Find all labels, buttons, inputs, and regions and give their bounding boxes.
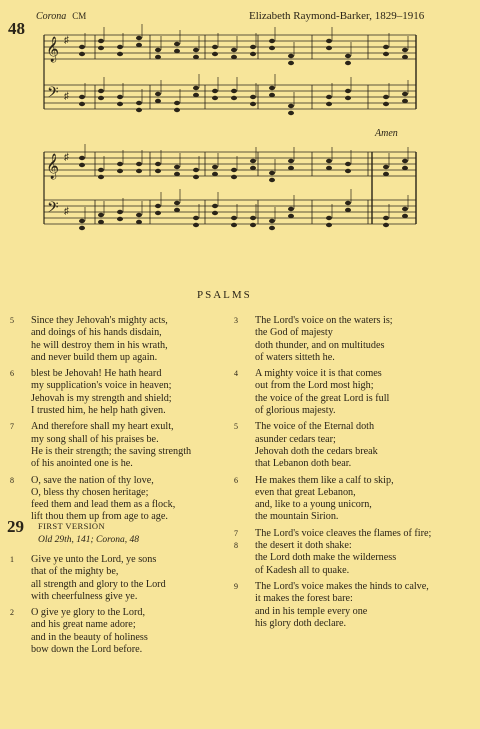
note-head <box>402 55 408 59</box>
note-head <box>212 52 218 56</box>
note-head <box>231 48 237 52</box>
verse-line: and, like to a young unicorn, <box>255 499 372 511</box>
note-head <box>231 216 237 220</box>
verse-number: 2 <box>10 608 14 618</box>
hymn-number: 48 <box>8 19 25 38</box>
tune-name: Corona CM <box>36 11 87 22</box>
treble-clef-icon: 𝄞 <box>46 154 60 179</box>
verse-line: and doings of his hands disdain, <box>31 327 162 339</box>
note-head <box>117 210 123 214</box>
verse-number: 6 <box>10 369 14 379</box>
note-head <box>117 169 123 173</box>
note-head <box>98 46 104 50</box>
note-head <box>155 169 161 173</box>
note-head <box>269 93 275 97</box>
note-head <box>250 159 256 163</box>
note-head <box>193 175 199 179</box>
note-head <box>345 54 351 58</box>
note-head <box>98 213 104 217</box>
note-head <box>250 166 256 170</box>
section-title: PSALMS <box>197 289 252 301</box>
note-head <box>269 86 275 90</box>
note-head <box>212 211 218 215</box>
verse <box>234 580 475 630</box>
verse-number: 5 <box>10 316 14 325</box>
verse-line: of his anointed one is he. <box>31 458 133 470</box>
verse-line: of glorious majesty. <box>255 405 336 417</box>
note-head <box>79 156 85 160</box>
note-head <box>383 45 389 49</box>
verse-line: the desert it doth shake: <box>255 540 352 552</box>
note-head <box>193 55 199 59</box>
psalm-version: FIRST VERSION <box>38 521 105 531</box>
note-head <box>193 86 199 90</box>
verse-line: the God of majesty <box>255 327 333 339</box>
verse-number: 8 <box>10 475 14 485</box>
verse-number: 7 <box>10 422 14 432</box>
verse-line: O, bless thy chosen heritage; <box>31 486 149 498</box>
note-head <box>174 108 180 112</box>
note-head <box>402 48 408 52</box>
note-head <box>212 96 218 100</box>
verse-number: 1 <box>10 555 14 564</box>
note-head <box>269 46 275 50</box>
note-head <box>117 217 123 221</box>
verse-line: blest be Jehovah! He hath heard <box>31 368 162 380</box>
note-head <box>212 204 218 208</box>
verse-line: the mountain Sirion. <box>255 511 339 523</box>
verse-line: And therefore shall my heart exult, <box>31 421 174 433</box>
note-head <box>79 52 85 56</box>
verse-line: doth thunder, and on multitudes <box>255 339 385 351</box>
verse <box>234 421 475 470</box>
verse-number: 6 <box>234 475 238 485</box>
note-head <box>155 48 161 52</box>
note-head <box>98 175 104 179</box>
note-head <box>174 42 180 46</box>
verse-line: even that great Lebanon, <box>255 486 356 498</box>
note-head <box>117 102 123 106</box>
note-head <box>288 104 294 108</box>
note-head <box>383 165 389 169</box>
key-sharp-icon: ♯ <box>64 91 69 102</box>
note-head <box>174 172 180 176</box>
note-head <box>79 163 85 167</box>
verse <box>10 607 231 656</box>
note-head <box>345 89 351 93</box>
note-head <box>345 208 351 212</box>
note-head <box>136 101 142 105</box>
note-head <box>79 226 85 230</box>
note-head <box>288 166 294 170</box>
note-head <box>402 92 408 96</box>
note-head <box>402 159 408 163</box>
note-head <box>212 89 218 93</box>
note-head <box>174 101 180 105</box>
tune-meter: CM <box>72 11 87 21</box>
note-head <box>383 102 389 106</box>
note-head <box>383 223 389 227</box>
verse-line: He makes them like a calf to skip, <box>255 474 394 486</box>
note-head <box>155 204 161 208</box>
verse-number: 5 <box>234 422 238 432</box>
note-head <box>269 219 275 223</box>
note-head <box>98 89 104 93</box>
note-head <box>174 201 180 205</box>
note-head <box>193 223 199 227</box>
note-head <box>326 223 332 227</box>
verse <box>234 474 475 524</box>
music-notation <box>0 0 480 290</box>
note-head <box>326 95 332 99</box>
verse-line: with cheerfulness give ye. <box>31 590 138 602</box>
note-head <box>193 48 199 52</box>
note-head <box>250 216 256 220</box>
verse <box>234 368 475 417</box>
right-column <box>234 315 475 634</box>
note-head <box>212 172 218 176</box>
note-head <box>288 159 294 163</box>
amen-label: Amen <box>375 128 398 139</box>
note-head <box>79 45 85 49</box>
note-head <box>250 52 256 56</box>
note-head <box>269 171 275 175</box>
verse <box>10 368 231 417</box>
verse-line: my supplication's voice in heaven; <box>31 380 172 392</box>
verse-line: Jehovah doth the cedars break <box>255 445 378 457</box>
note-head <box>345 96 351 100</box>
verse-line: asunder cedars tear; <box>255 433 336 445</box>
note-head <box>136 162 142 166</box>
note-head <box>402 207 408 211</box>
note-head <box>383 52 389 56</box>
note-head <box>231 175 237 179</box>
left-column <box>10 315 231 528</box>
verse-line: he will destroy them in his wrath, <box>31 339 168 351</box>
note-head <box>136 108 142 112</box>
verse-line: all strength and glory to the Lord <box>31 578 166 590</box>
note-head <box>326 39 332 43</box>
note-head <box>269 226 275 230</box>
verse-line: and in his temple every one <box>255 605 368 617</box>
note-head <box>98 168 104 172</box>
verse-line: that Lebanon doth bear. <box>255 458 352 470</box>
note-head <box>383 95 389 99</box>
verse-line: of waters sitteth he. <box>255 351 335 363</box>
verse <box>234 527 475 540</box>
verse-line: The Lord's voice makes the hinds to calve, <box>255 580 429 592</box>
note-head <box>250 45 256 49</box>
verse-line: Give ye unto the Lord, ye sons <box>31 554 157 565</box>
note-head <box>250 223 256 227</box>
psalm-source: Old 29th, 141; Corona, 48 <box>38 535 139 545</box>
note-head <box>117 52 123 56</box>
note-head <box>98 39 104 43</box>
verse-line: O give ye glory to the Lord, <box>31 607 146 619</box>
note-head <box>402 214 408 218</box>
note-head <box>383 172 389 176</box>
note-head <box>212 45 218 49</box>
note-head <box>155 211 161 215</box>
note-head <box>402 166 408 170</box>
note-head <box>288 111 294 115</box>
note-head <box>231 89 237 93</box>
verse-number: 7 <box>234 528 238 538</box>
verse-line: my song shall of his praises be. <box>31 433 159 445</box>
verse-line: and in the beauty of holiness <box>31 631 148 643</box>
note-head <box>117 95 123 99</box>
verse-line: The voice of the Eternal doth <box>255 421 375 433</box>
note-head <box>155 99 161 103</box>
verse-line: Since they Jehovah's mighty acts, <box>31 315 168 326</box>
verse <box>10 421 231 470</box>
bass-clef-icon: 𝄢 <box>47 199 59 220</box>
note-head <box>174 49 180 53</box>
note-head <box>79 102 85 106</box>
note-head <box>326 159 332 163</box>
verse-line: bow down the Lord before. <box>31 644 143 656</box>
verse-line: Jehovah is my strength and shield; <box>31 392 172 404</box>
note-head <box>345 169 351 173</box>
verse <box>10 554 231 603</box>
verse-number: 8 <box>234 541 238 551</box>
note-head <box>136 36 142 40</box>
verse-line: lift thou them up from age to age. <box>31 511 168 523</box>
note-head <box>269 39 275 43</box>
verse-line: the Lord doth make the wilderness <box>255 552 397 564</box>
note-head <box>326 102 332 106</box>
psalm-number: 29 <box>7 517 24 536</box>
note-head <box>212 165 218 169</box>
treble-clef-icon: 𝄞 <box>46 37 60 62</box>
note-head <box>250 102 256 106</box>
note-head <box>193 168 199 172</box>
verse <box>234 540 475 577</box>
note-head <box>250 95 256 99</box>
note-head <box>231 168 237 172</box>
note-head <box>79 95 85 99</box>
note-head <box>231 223 237 227</box>
verse-line: of Kadesh all to quake. <box>255 564 350 576</box>
verse-number: 4 <box>234 369 238 379</box>
note-head <box>345 61 351 65</box>
verse-line: and never build them up again. <box>31 351 158 363</box>
hymn-author: Elizabeth Raymond-Barker, 1829–1916 <box>249 10 425 22</box>
note-head <box>136 220 142 224</box>
key-sharp-icon: ♯ <box>64 152 69 163</box>
verse <box>10 315 231 364</box>
key-sharp-icon: ♯ <box>64 35 69 46</box>
note-head <box>326 216 332 220</box>
verse-line: O, save the nation of thy love, <box>31 474 154 486</box>
verse-line: that of the mighty be, <box>31 566 119 578</box>
note-head <box>155 162 161 166</box>
verse-line: He is their strength; the saving strength <box>31 445 192 457</box>
note-head <box>79 219 85 223</box>
note-head <box>136 169 142 173</box>
note-head <box>136 213 142 217</box>
verse-line: the voice of the great Lord is full <box>255 392 390 404</box>
note-head <box>98 220 104 224</box>
note-head <box>193 93 199 97</box>
bass-clef-icon: 𝄢 <box>47 84 59 105</box>
note-head <box>117 162 123 166</box>
note-head <box>288 61 294 65</box>
note-head <box>402 99 408 103</box>
verse-line: feed them and lead them as a flock, <box>31 499 176 511</box>
note-head <box>345 162 351 166</box>
note-head <box>231 55 237 59</box>
verse-line: A mighty voice it is that comes <box>255 368 382 380</box>
verse-line: out from the Lord most high; <box>255 380 374 392</box>
left-column-2 <box>10 554 231 660</box>
verse <box>234 315 475 364</box>
note-head <box>117 45 123 49</box>
verse-line: it makes the forest bare: <box>255 593 353 605</box>
key-sharp-icon: ♯ <box>64 206 69 217</box>
note-head <box>288 207 294 211</box>
note-head <box>269 178 275 182</box>
verse-line: The Lord's voice on the waters is; <box>255 315 393 326</box>
note-head <box>193 216 199 220</box>
note-head <box>155 92 161 96</box>
note-head <box>288 54 294 58</box>
verse-number: 9 <box>234 581 238 591</box>
note-head <box>174 208 180 212</box>
verse-line: and his great name adore; <box>31 619 136 631</box>
note-head <box>98 96 104 100</box>
note-head <box>288 214 294 218</box>
note-head <box>383 216 389 220</box>
verse-line: I trusted him, he help hath given. <box>31 405 166 417</box>
verse-line: The Lord's voice cleaves the flames of fire; <box>255 527 432 539</box>
verse-number: 3 <box>234 316 238 325</box>
note-head <box>155 55 161 59</box>
verse <box>10 474 231 524</box>
note-head <box>136 43 142 47</box>
note-head <box>174 165 180 169</box>
verse-line: his glory doth declare. <box>255 617 347 629</box>
note-head <box>345 201 351 205</box>
note-head <box>326 46 332 50</box>
note-head <box>231 96 237 100</box>
note-head <box>326 166 332 170</box>
